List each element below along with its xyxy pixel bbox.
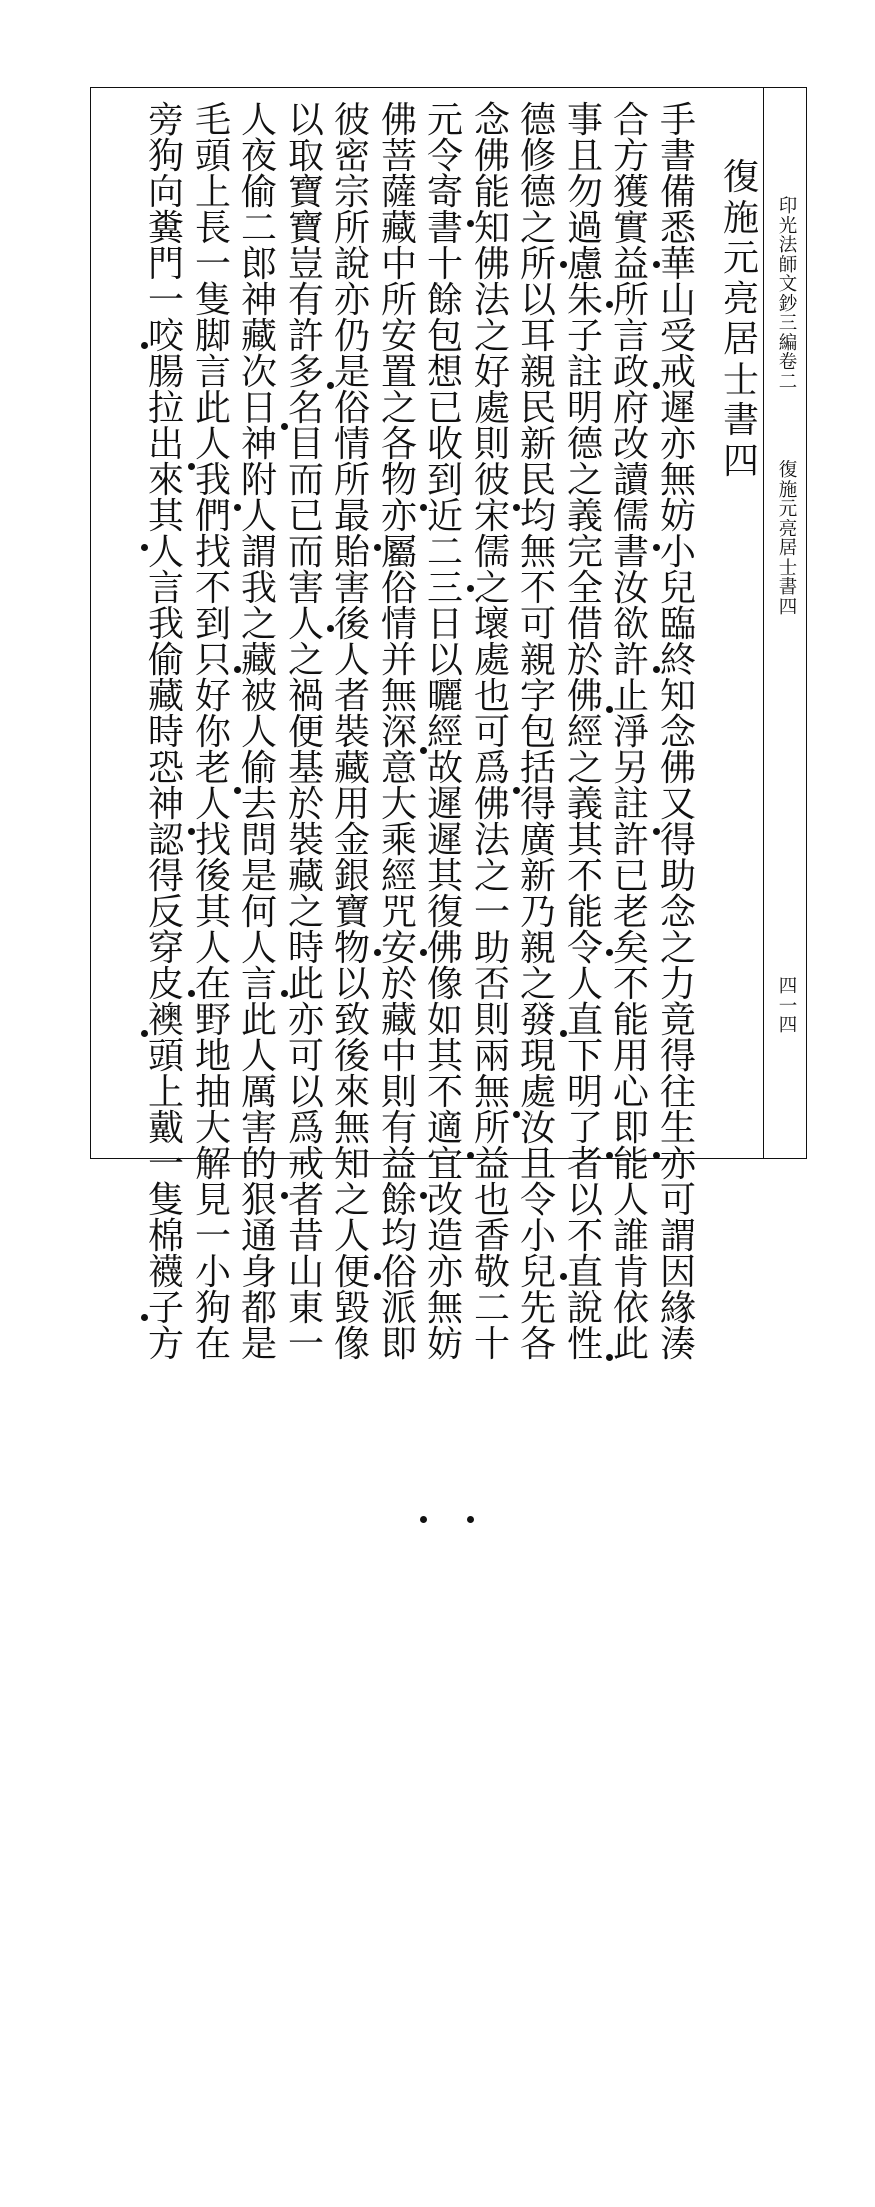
text-column: 人 夜 偷 二 郎 神 藏 次 日 神 附 人 謂 我 之 藏 被 人 偷 去 問 是 何 人 言 此 人 厲 害 的 狠 通 身 都 是 <box>240 100 277 1365</box>
text-column: 以 取 寶 寶 豈 有 許 多 名 目 而 已 而 害 人 之 禍 便 基 於 裝 藏 之 時 此 亦 可 以 爲 戒 者 昔 山 東 一 <box>287 100 324 1365</box>
punctuation-dot <box>513 504 520 511</box>
text-column: 毛 頭 上 長 一 隻 脚 言 此 人 我 們 找 不 到 只 好 你 老 人 找 後 其 人 在 野 地 抽 大 解 見 一 小 狗 在 <box>194 100 231 1365</box>
text-column: 事 且 勿 過 慮 朱 子 註 明 德 之 義 完 全 借 於 佛 經 之 義 其 不 能 令 人 直 下 明 了 者 以 不 直 說 性 <box>566 100 603 1365</box>
text-column: 旁 狗 向 糞 門 一 咬 腸 拉 出 來 其 人 言 我 偷 藏 時 恐 神 認 得 反 穿 皮 襖 頭 上 戴 一 隻 棉 襪 子 方 <box>147 100 184 1365</box>
punctuation-dot <box>234 666 241 673</box>
punctuation-dot <box>420 949 427 956</box>
punctuation-dot <box>374 544 381 551</box>
punctuation-dot <box>467 1152 474 1159</box>
punctuation-dot <box>560 1030 567 1037</box>
punctuation-dot <box>560 1273 567 1280</box>
punctuation-dot <box>281 423 288 430</box>
punctuation-dot <box>420 1192 427 1199</box>
punctuation-dot <box>606 706 613 713</box>
punctuation-dot <box>327 382 334 389</box>
punctuation-dot <box>420 747 427 754</box>
text-column: 彼 密 宗 所 說 亦 仍 是 俗 情 所 最 貽 害 後 人 者 裝 藏 用 金 銀 寶 物 以 致 後 來 無 知 之 人 便 毀 像 <box>333 100 370 1365</box>
punctuation-dot <box>420 504 427 511</box>
punctuation-dot <box>606 301 613 308</box>
punctuation-dot <box>141 342 148 349</box>
text-column: 手 書 備 悉 華 山 受 戒 遲 亦 無 妨 小 兒 臨 終 知 念 佛 又 得 助 念 之 力 竟 得 往 生 亦 可 謂 因 緣 湊 <box>659 100 696 1365</box>
punctuation-dot <box>606 1354 613 1361</box>
text-column: 念 佛 能 知 佛 法 之 好 處 則 彼 宋 儒 之 壞 處 也 可 爲 佛 法 之 一 助 否 則 兩 無 所 益 也 香 敬 二 十 <box>473 100 510 1365</box>
punctuation-dot <box>234 787 241 794</box>
punctuation-dot <box>653 261 660 268</box>
punctuation-dot <box>188 990 195 997</box>
punctuation-dot <box>281 1192 288 1199</box>
punctuation-dot <box>653 666 660 673</box>
margin-divider-line <box>763 87 764 1159</box>
margin-page-number: 四 一 四 <box>778 976 798 1036</box>
punctuation-dot <box>467 1516 474 1523</box>
punctuation-dot <box>560 261 567 268</box>
letter-title: 復 施 元 亮 居 士 書 四 <box>722 157 759 482</box>
text-column: 合 方 獲 實 益 所 言 政 府 改 讀 儒 書 汝 欲 許 止 淨 另 註 許 已 老 矣 不 能 用 心 即 能 人 誰 肯 依 此 <box>612 100 649 1365</box>
punctuation-dot <box>141 1314 148 1321</box>
punctuation-dot <box>653 382 660 389</box>
punctuation-dot <box>653 544 660 551</box>
punctuation-dot <box>467 585 474 592</box>
punctuation-dot <box>141 1030 148 1037</box>
punctuation-dot <box>141 544 148 551</box>
punctuation-dot <box>281 990 288 997</box>
margin-section-title: 復 施 元 亮 居 士 書 四 <box>778 460 798 618</box>
punctuation-dot <box>188 828 195 835</box>
margin-book-title: 印 光 法 師 文 鈔 三 編 卷 二 <box>778 196 798 393</box>
text-column: 佛 菩 薩 藏 中 所 安 置 之 各 物 亦 屬 俗 情 并 無 深 意 大 乘 經 咒 安 於 藏 中 則 有 益 餘 均 俗 派 即 <box>380 100 417 1365</box>
punctuation-dot <box>420 1516 427 1523</box>
punctuation-dot <box>653 1152 660 1159</box>
punctuation-dot <box>374 1273 381 1280</box>
text-column: 德 修 德 之 所 以 耳 親 民 新 民 均 無 不 可 親 字 包 括 得 廣 新 乃 親 之 發 現 處 汝 且 令 小 兒 先 各 <box>519 100 556 1365</box>
punctuation-dot <box>234 504 241 511</box>
punctuation-dot <box>327 625 334 632</box>
punctuation-dot <box>513 1111 520 1118</box>
punctuation-dot <box>606 1152 613 1159</box>
punctuation-dot <box>513 787 520 794</box>
punctuation-dot <box>653 828 660 835</box>
punctuation-dot <box>374 949 381 956</box>
punctuation-dot <box>188 463 195 470</box>
text-column: 元 令 寄 書 十 餘 包 想 已 收 到 近 二 三 日 以 曬 經 故 遲 遲 其 復 佛 像 如 其 不 適 宜 改 造 亦 無 妨 <box>426 100 463 1365</box>
punctuation-dot <box>606 949 613 956</box>
punctuation-dot <box>467 220 474 227</box>
